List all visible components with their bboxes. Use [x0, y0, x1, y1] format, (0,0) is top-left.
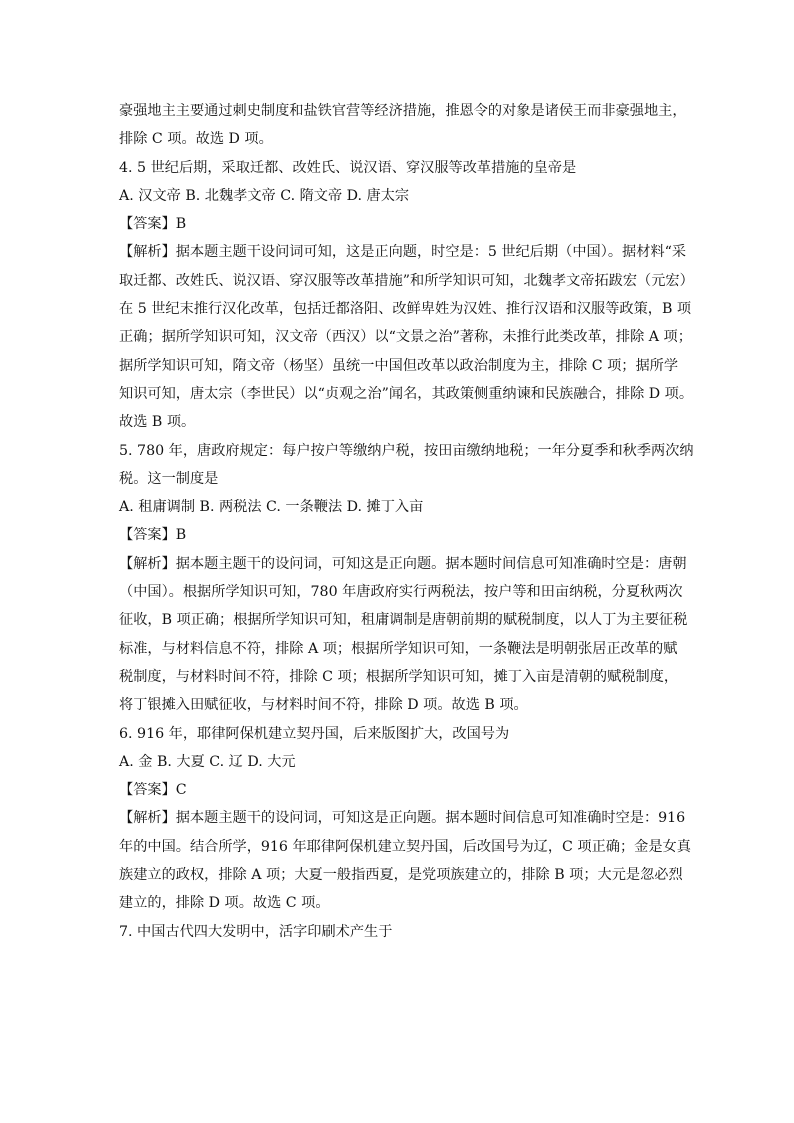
question-4-analysis: 【解析】据本题主题干设问词可知，这是正向题，时空是：5 世纪后期（中国）。据材料“采	[119, 244, 687, 261]
text-line: 豪强地主主要通过刺史制度和盐铁官营等经济措施，推恩令的对象是诸侯王而非豪强地主，	[119, 103, 687, 119]
question-7-stem: 7. 中国古代四大发明中，活字印刷术产生于	[119, 923, 393, 940]
question-4-options: A. 汉文帝 B. 北魏孝文帝 C. 隋文帝 D. 唐太宗	[119, 187, 410, 204]
text-line: 征收，B 项正确；根据所学知识可知，租庸调制是唐朝前期的赋税制度，以人丁为主要征税	[119, 612, 688, 629]
question-5-answer: 【答案】B	[119, 527, 187, 544]
text-line: 年的中国。结合所学，916 年耶律阿保机建立契丹国，后改国号为辽，C 项正确；金是女真	[119, 838, 691, 855]
text-line: 税。这一制度是	[119, 470, 219, 487]
question-4-stem: 4. 5 世纪后期，采取迁都、改姓氏、说汉语、穿汉服等改革措施的皇帝是	[119, 159, 577, 176]
text-line: 取迁都、改姓氏、说汉语、穿汉服等改革措施”和所学知识可知，北魏孝文帝拓跋宏（元宏）	[119, 272, 694, 289]
text-line: 税制度，与材料时间不符，排除 C 项；根据所学知识可知，摊丁入亩是清朝的赋税制度，	[119, 668, 679, 685]
question-5-analysis: 【解析】据本题主题干的设问词，可知这是正向题。据本题时间信息可知准确时空是：唐朝	[119, 555, 687, 572]
text-line: 正确；据所学知识可知，汉文帝（西汉）以“文景之治”著称，未推行此类改革，排除 A 项；	[119, 329, 692, 346]
exam-text-body	[119, 97, 694, 946]
question-5-stem: 5. 780 年，唐政府规定：每户按户等缴纳户税，按田亩缴纳地税；一年分夏季和秋季两次纳	[119, 442, 694, 459]
text-line: 族建立的政权，排除 A 项；大夏一般指西夏，是党项族建立的，排除 B 项；大元是忽必烈	[119, 867, 683, 884]
text-line: 据所学知识可知，隋文帝（杨坚）虽统一中国但改革以政治制度为主，排除 C 项；据所学	[119, 357, 679, 374]
question-6-answer: 【答案】C	[119, 782, 187, 799]
text-line: 建立的，排除 D 项。故选 C 项。	[119, 895, 330, 912]
text-line: （中国）。根据所学知识可知，780 年唐政府实行两税法，按户等和田亩纳税，分夏秋两次	[119, 584, 683, 601]
text-line: 知识可知，唐太宗（李世民）以“贞观之治”闻名，其政策侧重纳谏和民族融合，排除 D 项。	[119, 385, 694, 402]
text-line: 将丁银摊入田赋征收，与材料时间不符，排除 D 项。故选 B 项。	[119, 697, 528, 714]
text-line: 排除 C 项。故选 D 项。	[119, 131, 273, 148]
question-6-analysis: 【解析】据本题主题干的设问词，可知这是正向题。据本题时间信息可知准确时空是：916	[119, 810, 686, 827]
question-6-options: A. 金 B. 大夏 C. 辽 D. 大元	[119, 753, 296, 770]
text-line: 标准，与材料信息不符，排除 A 项；根据所学知识可知，一条鞭法是明朝张居正改革的赋	[119, 640, 678, 657]
question-5-options: A. 租庸调制 B. 两税法 C. 一条鞭法 D. 摊丁入亩	[119, 499, 424, 516]
question-4-answer: 【答案】B	[119, 216, 187, 233]
text-line: 在 5 世纪末推行汉化改革，包括迁都洛阳、改鲜卑姓为汉姓、推行汉语和汉服等政策，B 项	[119, 301, 692, 318]
question-6-stem: 6. 916 年，耶律阿保机建立契丹国，后来版图扩大，改国号为	[119, 725, 510, 742]
text-line: 故选 B 项。	[119, 414, 196, 431]
